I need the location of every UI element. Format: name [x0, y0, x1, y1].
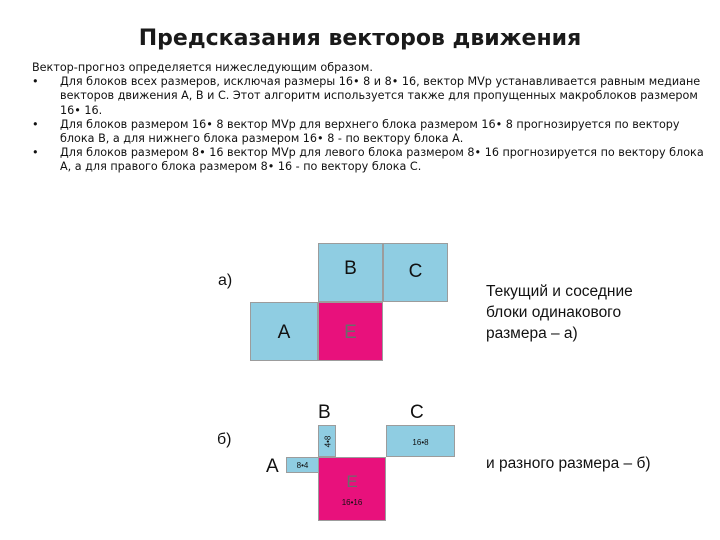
block-e-current: [318, 457, 386, 521]
block-b-label: B: [318, 402, 331, 423]
intro-text: Вектор-прогноз определяется нижеследующим образом.: [32, 61, 373, 74]
block-a: [286, 457, 319, 473]
slide-title: Предсказания векторов движения: [138, 26, 582, 51]
diagram-a-caption: Текущий и соседние блоки одинакового размера – а): [486, 283, 633, 342]
block-b-size: 4•8: [323, 435, 333, 448]
diagram-a-label: а): [218, 272, 233, 289]
slide-body: [32, 61, 716, 175]
block-a-size: 8•4: [296, 461, 309, 470]
block-a-label: A: [277, 322, 291, 343]
block-c-label: C: [408, 261, 423, 282]
block-c-label: C: [410, 402, 424, 423]
bullet-mark: •: [32, 75, 39, 89]
block-c: [386, 425, 455, 457]
bullet-mark: •: [32, 146, 39, 160]
block-a: [250, 302, 318, 361]
bullet-item: [32, 118, 716, 146]
block-e-current: [318, 302, 383, 361]
diagram-b-caption: и разного размера – б): [486, 455, 651, 472]
block-c: [383, 243, 448, 302]
block-c-size: 16•8: [412, 438, 429, 447]
block-e-label: E: [344, 322, 357, 343]
block-b: [318, 425, 336, 457]
bullet-text: Для блоков размером 8• 16 вектор MVp для левого блока размером 8• 16 прогнозируется по вектору блока A, а для правого блока размером 8• 16 - по вектору блока C.: [60, 146, 704, 174]
bullet-text: Для блоков размером 16• 8 вектор MVp для верхнего блока размером 16• 8 прогнозируется по вектору блока B, а для нижнего блока размером 16• 8 - по вектору блока А.: [60, 117, 680, 146]
block-a-label: A: [266, 456, 279, 477]
bullet-mark: •: [32, 117, 39, 131]
bullet-item: [32, 75, 716, 118]
block-b-label: B: [344, 258, 357, 279]
block-e-size: 16•16: [341, 498, 363, 507]
bullet-text: Для блоков всех размеров, исключая размеры 16• 8 и 8• 16, вектор MVp устанавливается равным медиане векторов движения A, B и C. Этот алгоритм используется также для пропущенных макроблоков размером 16• 16.: [60, 75, 701, 117]
bullet-item: [32, 146, 716, 174]
block-b: [318, 243, 383, 302]
block-e-label: E: [346, 472, 358, 491]
diagram-b-label: б): [217, 431, 232, 448]
